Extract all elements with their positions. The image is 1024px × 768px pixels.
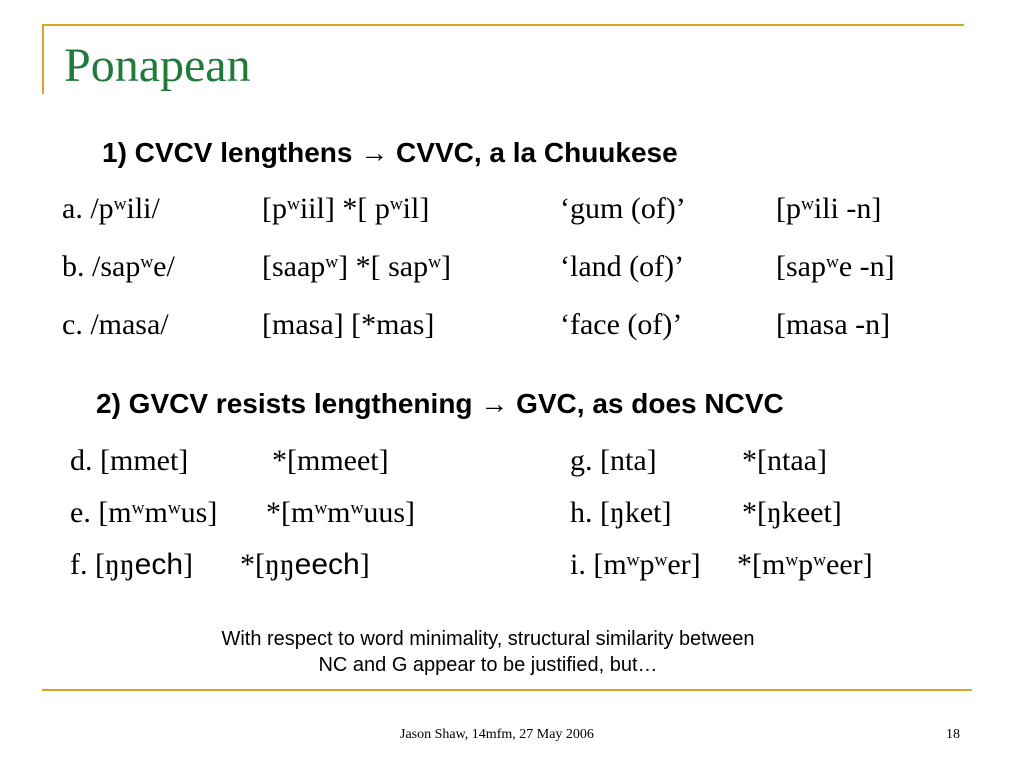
suffixed-form: [sapʷe -n]: [776, 250, 895, 283]
underlying-form: a. /pʷili/: [62, 192, 160, 225]
heading-cvcv: 1) CVCV lengthens → CVVC, a la Chuukese: [102, 137, 678, 168]
attested-form: i. [mʷpʷer]: [570, 548, 701, 581]
conclusion-note: [100, 626, 876, 678]
suffixed-form: [masa -n]: [776, 308, 891, 341]
slide-title: Ponapean: [64, 39, 251, 92]
starred-form: [240, 550, 370, 580]
surface-form: [masa] [*mas]: [262, 308, 435, 341]
suffixed-form: [pʷili -n]: [776, 192, 882, 225]
surface-form: [pʷiil] *[ pʷil]: [262, 192, 430, 225]
attested-form-close: ]: [183, 548, 194, 581]
page-number: 18: [946, 727, 960, 742]
note-line: With respect to word minimality, structural similarity between: [221, 628, 755, 650]
gloss: ‘face (of)’: [560, 308, 683, 341]
starred-form-close: ]: [359, 548, 370, 581]
attested-form: d. [mmet]: [70, 444, 189, 477]
heading-gvcv: 2) GVCV resists lengthening → GVC, as does NCVC: [96, 388, 784, 419]
attested-form: e. [mʷmʷus]: [70, 496, 218, 529]
attested-form: h. [ŋket]: [570, 496, 672, 529]
underlying-form: b. /sapʷe/: [62, 250, 175, 283]
attested-form-prefix: f. [ŋŋ: [70, 548, 135, 581]
attested-form: g. [nta]: [570, 444, 657, 477]
starred-form: *[mʷpʷeer]: [737, 548, 873, 581]
starred-form: *[ŋkeet]: [742, 496, 842, 529]
starred-form: *[mmeet]: [272, 444, 389, 477]
starred-form-prefix: *[ŋŋ: [240, 548, 295, 581]
footer-credit: Jason Shaw, 14mfm, 27 May 2006: [400, 727, 594, 742]
starred-form: *[mʷmʷuus]: [266, 496, 416, 529]
starred-form-segment: eech: [294, 548, 360, 581]
gloss: ‘gum (of)’: [560, 192, 686, 225]
note-line: NC and G appear to be justified, but…: [318, 654, 658, 676]
underlying-form: c. /masa/: [62, 308, 169, 341]
attested-form-segment: ech: [134, 548, 184, 581]
left-rule: [42, 24, 44, 94]
top-rule: [42, 24, 964, 26]
bottom-rule: [42, 689, 972, 691]
starred-form: *[ntaa]: [742, 444, 827, 477]
attested-form: [70, 550, 193, 580]
surface-form: [saapʷ] *[ sapʷ]: [262, 250, 451, 283]
gloss: ‘land (of)’: [560, 250, 685, 283]
